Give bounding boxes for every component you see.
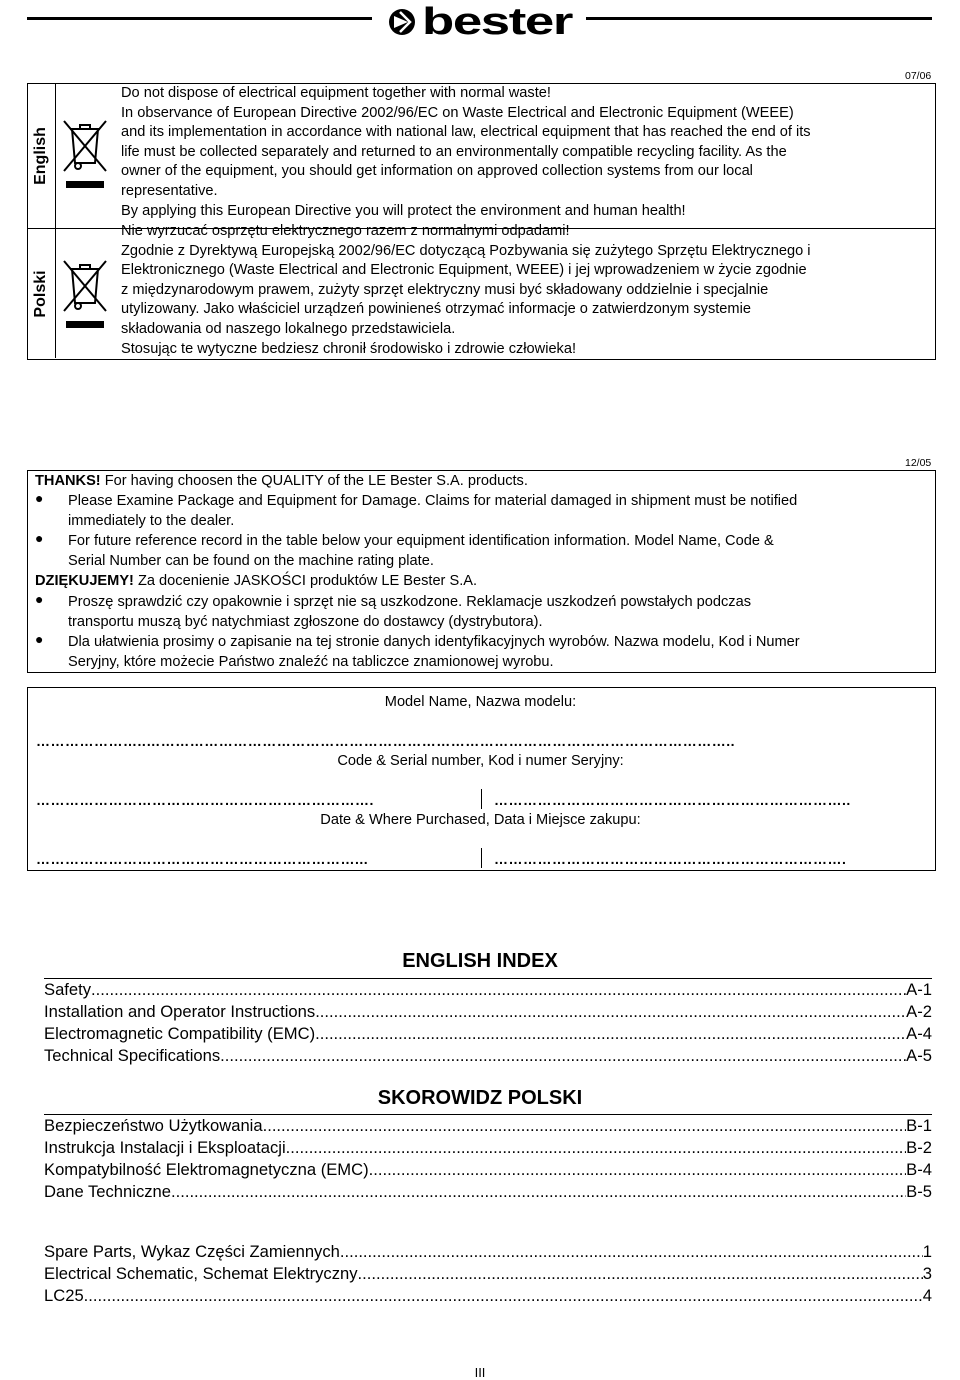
index-entry[interactable]: Electromagnetic Compatibility (EMC) ..... A-4 bbox=[44, 1024, 932, 1046]
weee-date: 07/06 bbox=[905, 70, 932, 82]
code-field-separator bbox=[481, 789, 482, 809]
index-entry[interactable]: Dane Techniczne ..... B-5 bbox=[44, 1182, 932, 1204]
thanks-en-bullet-2: For future reference record in the table below your equipment identification information. Model Name, Code & Serial Number can be found on the machine rating plate. bbox=[68, 533, 774, 569]
index-entry[interactable]: Technical Specifications ..... A-5 bbox=[44, 1046, 932, 1068]
crossed-bin-icon bbox=[60, 253, 110, 333]
english-side-label: English bbox=[27, 84, 56, 228]
purchase-field-separator bbox=[481, 848, 482, 868]
polish-index-title: SKOROWIDZ POLSKI bbox=[377, 1087, 583, 1109]
purchase-place-field[interactable]: ………………………………………………………………. bbox=[494, 851, 847, 867]
thanks-pl-heading: DZIĘKUJEMY! Za docenienie JASKOŚCI produktów LE Bester S.A. bbox=[35, 573, 478, 589]
index-entry[interactable]: Instrukcja Instalacji i Eksploatacji ..... B-2 bbox=[44, 1138, 932, 1160]
svg-text:bester: bester bbox=[422, 1, 574, 40]
weee-english-text: Do not dispose of electrical equipment together with normal waste! In observance of European Directive 2002/96/EC on Waste Electrical and Electronic Equipment (WEEE) and its implementation in accordance with national law, electrical equipment that has reached the end of its life must be collected separately and returned to an environmentally compatible recycling facility. As the owner of the equipment, you should get information on approved collection systems from our local representative. By applying this European Directive you will protect the environment and human health! bbox=[121, 85, 811, 219]
bullet: ● bbox=[35, 631, 44, 647]
index-entry[interactable]: Spare Parts, Wykaz Części Zamiennych ..... 1 bbox=[44, 1242, 932, 1264]
bullet: ● bbox=[35, 490, 44, 506]
serial-field[interactable]: ……………………………………………………………….. bbox=[494, 792, 851, 808]
code-field[interactable]: ……………………………………………………………. bbox=[36, 792, 374, 808]
purchase-label: Date & Where Purchased, Data i Miejsce zakupu: bbox=[320, 812, 641, 828]
model-name-label: Model Name, Nazwa modelu: bbox=[384, 694, 577, 710]
code-serial-label: Code & Serial number, Kod i numer Seryjny: bbox=[337, 753, 624, 769]
logo-mark-icon bbox=[389, 9, 415, 35]
index-entry[interactable]: Bezpieczeństwo Użytkowania ..... B-1 bbox=[44, 1116, 932, 1138]
crossed-bin-icon bbox=[60, 113, 110, 193]
thanks-pl-bullet-2: Dla ułatwienia prosimy o zapisanie na tej stronie danych identyfikacyjnych wyrobów. Nazwa modelu, Kod i Numer Seryjny, które możecie Państwo znaleźć na tabliczce znamionowej wyrobu. bbox=[68, 634, 800, 670]
bullet: ● bbox=[35, 591, 44, 607]
bullet: ● bbox=[35, 530, 44, 546]
bester-logo bbox=[386, 0, 576, 40]
thanks-en-bullet-1: Please Examine Package and Equipment for Damage. Claims for material damaged in shipment must be notified immediately to the dealer. bbox=[68, 493, 798, 529]
thanks-date: 12/05 bbox=[905, 457, 932, 469]
model-name-field[interactable]: …………………..………………………………………………………………………………………………………….. bbox=[36, 733, 736, 749]
header-rule-left bbox=[27, 17, 372, 20]
index-rule bbox=[44, 978, 932, 979]
index-entry[interactable]: LC25 ..... 4 bbox=[44, 1286, 932, 1308]
index-entry[interactable]: Electrical Schematic, Schemat Elektryczny ..... 3 bbox=[44, 1264, 932, 1286]
polish-side-label: Polski bbox=[27, 229, 56, 358]
header-rule-right bbox=[586, 17, 932, 20]
thanks-pl-bullet-1: Proszę sprawdzić czy opakownie i sprzęt nie są uszkodzone. Reklamacje uszkodzeń powstałych podczas transportu muszą być natychmiast zgłoszone do dostawcy (dystrybutora). bbox=[68, 594, 751, 630]
index-rule bbox=[44, 1114, 932, 1115]
equipment-record-box bbox=[27, 687, 936, 871]
english-index-title: ENGLISH INDEX bbox=[402, 950, 558, 972]
index-entry[interactable]: Installation and Operator Instructions ..... A-2 bbox=[44, 1002, 932, 1024]
index-entry[interactable]: Safety ..... A-1 bbox=[44, 980, 932, 1002]
index-entry[interactable]: Kompatybilność Elektromagnetyczna (EMC) ..... B-4 bbox=[44, 1160, 932, 1182]
thanks-en-heading: THANKS! For having choosen the QUALITY of the LE Bester S.A. products. bbox=[35, 473, 528, 489]
purchase-date-field[interactable]: …………………………………………………………... bbox=[36, 851, 369, 867]
weee-polish-text: Nie wyrzucać osprzętu elektrycznego razem z normalnymi odpadami! Zgodnie z Dyrektywą Europejską 2002/96/EC dotyczącą Pozbywania się zużytego Sprzętu Elektrycznego i Elektronicznego (Waste Electrical and Electronic Equipment, WEEE) i jej wprowadzeniem w życie zgodnie z międzynarodowym prawem, zużyty sprzęt elektryczny musi być składowany oddzielnie i specjalnie utylizowany. Jako właściciel urządzeń powinieneś otrzymać informacje o zatwierdzonym systemie składowania od naszego lokalnego przedstawiciela. Stosując te wytyczne bedziesz chronił środowisko i zdrowie człowieka! bbox=[121, 223, 811, 357]
page-number: III bbox=[474, 1365, 486, 1380]
